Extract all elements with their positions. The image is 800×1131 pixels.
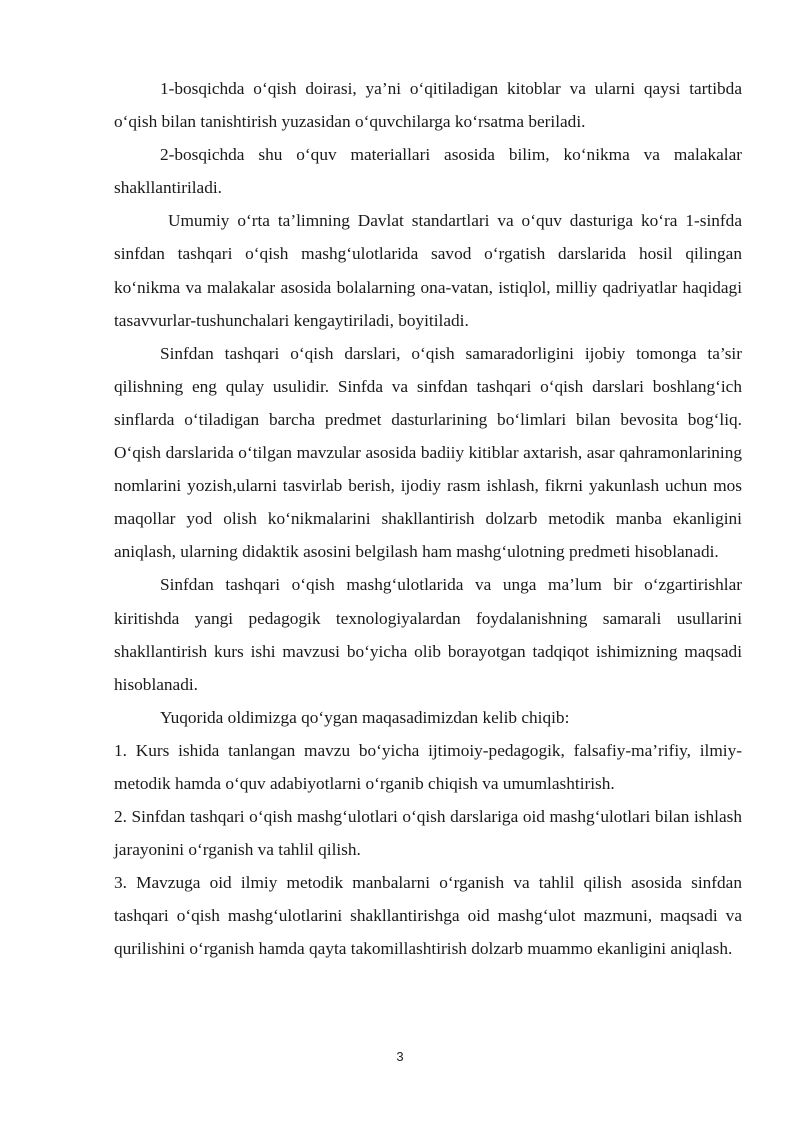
list-item: 3. Mavzuga oid ilmiy metodik manbalarni o‘rganish va tahlil qilish asosida sinfdan tashqari o‘qish mashg‘ulotlarini shakllantirishga oid mashg‘ulot mazmuni, maqsadi va qurilishini o‘rganish hamda qayta takomillashtirish dolzarb muammo ekanligini aniqlash.: [114, 873, 742, 959]
paragraph-state-standards: Umumiy o‘rta ta’limning Davlat standartlari va o‘quv dasturiga ko‘ra 1-sinfda sinfdan tashqari o‘qish mashg‘ulotlarida savod o‘rgatish darslarida hosil qilingan ko‘nikma va malakalar asosida bolalarning ona-vatan, istiqlol, milliy qadriyatlar haqidagi tasavvurlar-tushunchalari kengaytiriladi, boyitiladi.: [114, 211, 742, 330]
paragraph-objectives-intro: Yuqorida oldimizga qo‘ygan maqasadimizdan kelib chiqib:: [160, 707, 570, 727]
list-item: 1. Kurs ishida tanlangan mavzu bo‘yicha ijtimoiy-pedagogik, falsafiy-ma’rifiy, ilmiy-metodik hamda o‘quv adabiyotlarni o‘rganib chiqish va umumlashtirish.: [114, 740, 742, 793]
paragraph-extracurricular-reading: Sinfdan tashqari o‘qish darslari, o‘qish samaradorligini ijobiy tomonga ta’sir qilishning eng qulay usulidir. Sinfda va sinfdan tashqari o‘qish darslari boshlang‘ich sinflarda o‘tiladigan barcha predmet dasturlarining bo‘limlari bilan bevosita bog‘liq. O‘qish darslarida o‘tilgan mavzular asosida badiiy kitiblar axtarish, asar qahramonlarining nomlarini yozish,ularni tasvirlab berish, ijodiy rasm ishlash, fikrni yakunlash uchun mos maqollar yod olish ko‘nikmalarini shakllantirish dolzarb metodik manba ekanligini aniqlash, ularning didaktik asosini belgilash ham mashg‘ulotning predmeti hisoblanadi.: [114, 343, 742, 562]
paragraph-stage-one: 1-bosqichda o‘qish doirasi, ya’ni o‘qitiladigan kitoblar va ularni qaysi tartibda o‘qish bilan tanishtirish yuzasidan o‘quvchilarga ko‘rsatma beriladi.: [114, 79, 742, 132]
list-item: 2. Sinfdan tashqari o‘qish mashg‘ulotlari o‘qish darslariga oid mashg‘ulotlari bilan ishlash jarayonini o‘rganish va tahlil qilish.: [114, 807, 742, 860]
paragraph-stage-two: 2-bosqichda shu o‘quv materiallari asosida bilim, ko‘nikma va malakalar shakllantiriladi.: [114, 145, 742, 198]
page-number: 3: [396, 1049, 404, 1064]
page-body: [114, 72, 742, 966]
paragraph-research-goal: Sinfdan tashqari o‘qish mashg‘ulotlarida va unga ma’lum bir o‘zgartirishlar kiritishda yangi pedagogik texnologiyalardan foydalanishning samarali usullarini shakllantirish kurs ishi mavzusi bo‘yicha olib borayotgan tadqiqot ishimizning maqsadi hisoblanadi.: [114, 575, 742, 694]
